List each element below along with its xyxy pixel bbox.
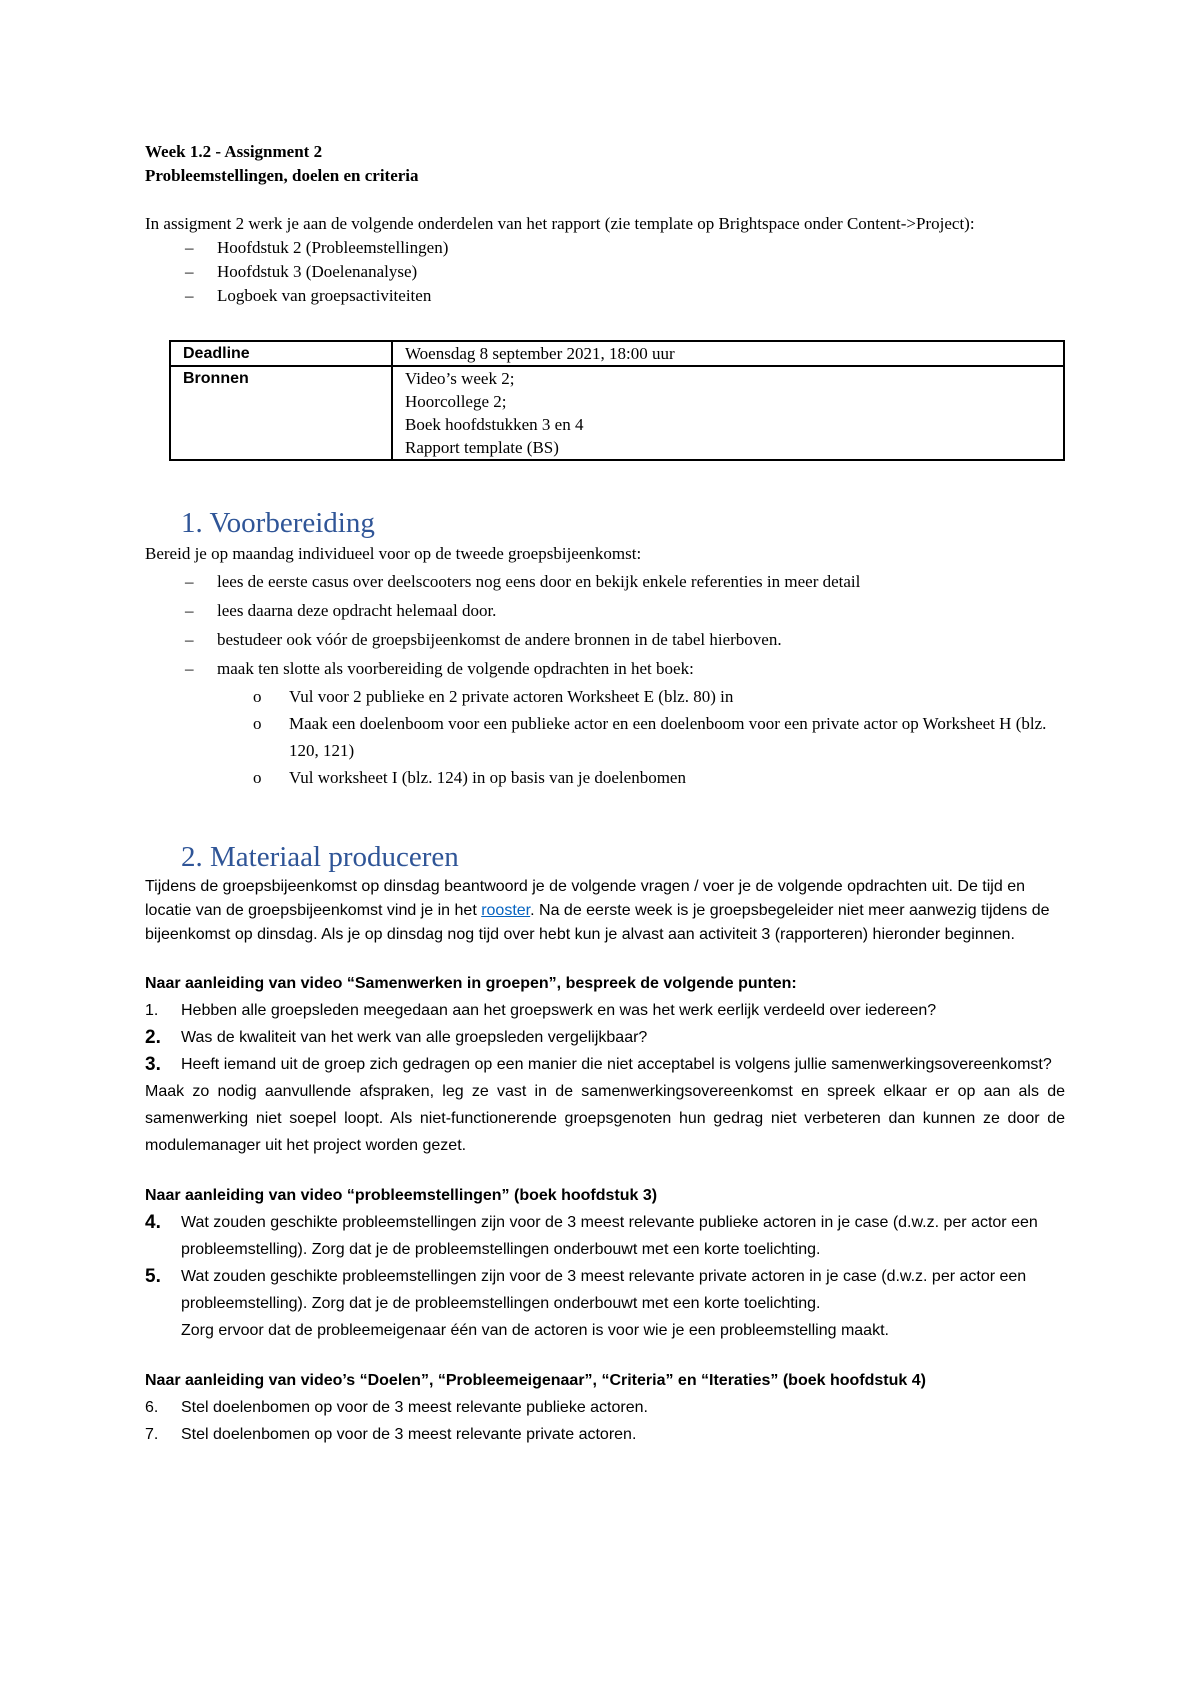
assignment-week: Week 1.2 - Assignment 2 — [145, 142, 323, 161]
list-item: 4. Wat zouden geschikte probleemstellingen zijn voor de 3 meest relevante publieke actoren in je case (d.w.z. per actor een probleemstelling). Zorg dat je de probleemstellingen onderbouwt met een korte toelichting. — [145, 1212, 1038, 1258]
list-item: 2. Was de kwaliteit van het werk van alle groepsleden vergelijkbaar? — [145, 1027, 648, 1048]
subsection1-title: Naar aanleiding van video “Samenwerken in groepen”, bespreek de volgende punten: — [145, 975, 797, 992]
list-item: o Vul worksheet I (blz. 124) in op basis van je doelenbomen — [253, 768, 686, 787]
subsection3-title: Naar aanleiding van video’s “Doelen”, “Probleemeigenaar”, “Criteria” en “Iteraties” (boek hoofdstuk 4) — [145, 1372, 926, 1389]
list-item: o Vul voor 2 publieke en 2 private actoren Worksheet E (blz. 80) in — [253, 687, 734, 706]
list-item: 1. Hebben alle groepsleden meegedaan aan het groepswerk en was het werk eerlijk verdeeld over iedereen? — [145, 1002, 937, 1019]
list-item: o Maak een doelenboom voor een publieke actor en een doelenboom voor een private actor op Worksheet H (blz. 120, 121) — [253, 714, 1047, 760]
rooster-link[interactable]: rooster — [481, 902, 531, 919]
section1-heading: 1. Voorbereiding — [181, 507, 375, 539]
assignment-title: Probleemstellingen, doelen en criteria — [145, 166, 419, 185]
section2-intro: Tijdens de groepsbijeenkomst op dinsdag beantwoord je de volgende vragen / voer je de volgende opdrachten uit. De tijd en locatie van de groepsbijeenkomst vind je in het rooster. Na de eerste week is je groepsbegeleider niet meer aanwezig tijdens de bijeenkomst op dinsdag. Als je op dinsdag nog tijd over hebt kun je alvast aan activiteit 3 (rapporteren) hieronder beginnen. — [145, 878, 1050, 943]
list-item: – bestudeer ook vóór de groepsbijeenkomst de andere bronnen in de tabel hierboven. — [185, 630, 782, 649]
section1-lead: Bereid je op maandag individueel voor op de tweede groepsbijeenkomst: — [145, 544, 642, 563]
list-item: 7. Stel doelenbomen op voor de 3 meest relevante private actoren. — [145, 1426, 637, 1443]
table-row — [170, 341, 1064, 366]
bronnen-label: Bronnen — [170, 366, 392, 460]
list-item: – Hoofdstuk 3 (Doelenanalyse) — [185, 262, 418, 281]
list-item: – lees daarna deze opdracht helemaal door. — [185, 601, 497, 620]
deadline-label: Deadline — [170, 341, 392, 366]
bronnen-value: Video’s week 2; Hoorcollege 2; Boek hoofdstukken 3 en 4 Rapport template (BS) — [392, 366, 1064, 460]
list-item: 6. Stel doelenbomen op voor de 3 meest relevante publieke actoren. — [145, 1399, 648, 1416]
section1-sublist — [145, 683, 1065, 791]
intro-text: In assigment 2 werk je aan de volgende onderdelen van het rapport (zie template op Brightspace onder Content->Project): — [145, 214, 975, 233]
subsection2-list — [145, 1209, 1065, 1344]
subsection1-list — [145, 997, 1065, 1078]
document-page — [145, 140, 1065, 1448]
deadline-value: Woensdag 8 september 2021, 18:00 uur — [392, 341, 1064, 366]
subsection2-title: Naar aanleiding van video “probleemstellingen” (boek hoofdstuk 3) — [145, 1187, 658, 1204]
list-item: – lees de eerste casus over deelscooters nog eens door en bekijk enkele referenties in meer detail — [185, 572, 861, 591]
list-item: 3. Heeft iemand uit de groep zich gedragen op een manier die niet acceptabel is volgens jullie samenwerkingsovereenkomst? — [145, 1054, 1052, 1075]
section2-heading: 2. Materiaal produceren — [181, 841, 459, 873]
intro-list — [145, 236, 1065, 308]
list-item: – maak ten slotte als voorbereiding de volgende opdrachten in het boek: o Vul voor 2 publieke en 2 private actoren Worksheet E (blz. 80) in o Maak een doelenboom voor een publieke actor en een doelenboom voor een private actor op Worksheet H (blz. 120, 121) o Vul worksheet I (blz. 124) in op basis van je doelenbomen — [145, 654, 1065, 791]
subsection3-list — [145, 1394, 1065, 1448]
section1-list — [145, 567, 1065, 791]
list-item: – Hoofdstuk 2 (Probleemstellingen) — [185, 238, 449, 257]
list-item: – Logboek van groepsactiviteiten — [185, 286, 432, 305]
table-row — [170, 366, 1064, 460]
info-table — [169, 340, 1065, 461]
subsection1-after: Maak zo nodig aanvullende afspraken, leg ze vast in de samenwerkingsovereenkomst en spreek elkaar er op aan als de samenwerking niet soepel loopt. Als niet-functionerende groepsgenoten hun gedrag niet verbeteren dan kunnen ze door de modulemanager uit het project worden gezet. — [145, 1083, 1065, 1154]
list-item: 5. Wat zouden geschikte probleemstellingen zijn voor de 3 meest relevante private actoren in je case (d.w.z. per actor een probleemstelling). Zorg dat je de probleemstellingen onderbouwt met een korte toelichting. Zorg ervoor dat de probleemeigenaar één van de actoren is voor wie je een probleemstelling maakt. — [145, 1266, 1027, 1339]
